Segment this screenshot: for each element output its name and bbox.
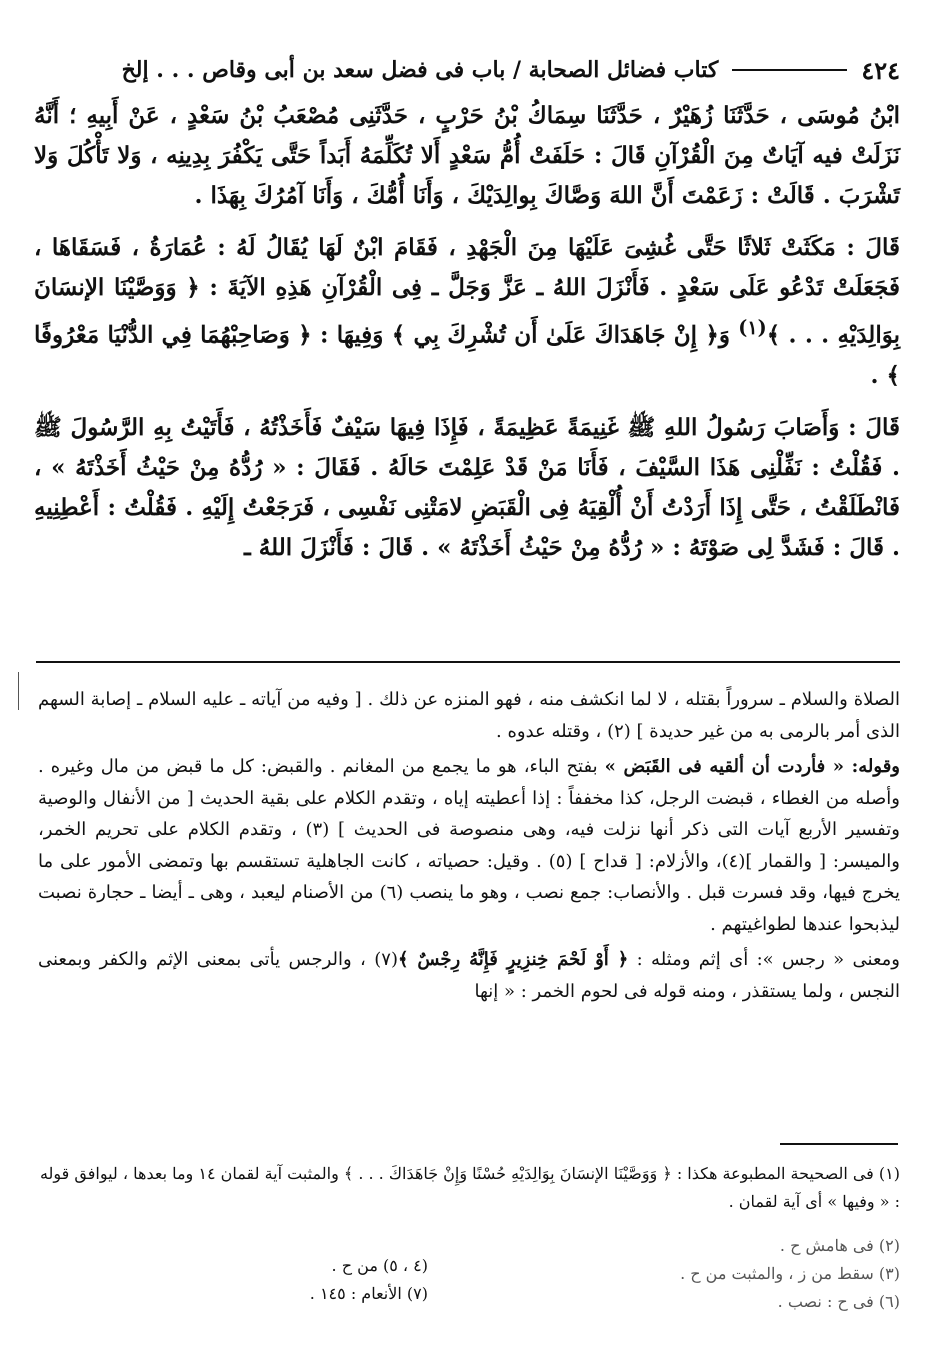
footnote-rule xyxy=(780,1143,898,1145)
footnote-1-text-b: والمثبت آية لقمان ١٤ وما بعدها ، ليوافق قوله : « وفيها » أى آية لقمان . xyxy=(39,1164,900,1211)
footnote-1-text: (١) فى الصحيحة المطبوعة هكذا : xyxy=(671,1164,900,1183)
page-number: ٤٢٤ xyxy=(861,55,900,85)
commentary-paragraph-2 xyxy=(38,751,900,940)
hadith-paragraph-1: ابْنُ مُوسَى ، حَدَّثَنَا زُهَيْرٌ ، حَدَّثَنَا سِمَاكُ بْنُ حَرْبٍ ، حَدَّثَنِى مُصْعَبُ بْنُ سَعْدٍ ، عَنْ أَبِيهِ ؛ أَنَّهُ نَزَلَتْ فيه آيَاتٌ مِنَ الْقُرْآنِ قَالَ : حَلَفَتْ أُمُّ سَعْدٍ أَلا تُكَلِّمَهُ أَبَداً حَتَّى يَكْفُرَ بِدِينِه ، وَلا تَأْكُلَ وَلا تَشْرَبَ . قَالَتْ : زَعَمْتَ أَنَّ اللهَ وَصَّاكَ بِوالِدَيْكَ ، وَأَنَا أُمُّكَ ، وَأَنَا آمُرُكَ بِهَذَا . xyxy=(34,102,900,209)
footnotes-left-column xyxy=(258,1252,428,1308)
footnote-3: (٣) سقط من ز ، والمثبت من ح . xyxy=(680,1264,900,1283)
hadith-paragraph-2 xyxy=(34,228,900,396)
footnotes-right-column xyxy=(600,1232,900,1316)
commentary-paragraph-3 xyxy=(38,944,900,1007)
commentary-paragraph-3-text-b: (٧) ، والرجس يأتى بمعنى الإثم والكفر وبمعنى النجس ، ولما يستقذر ، ومنه قوله فى لحوم الخمر : « إنها xyxy=(38,949,900,1002)
hadith-paragraph-3: قَالَ : وَأَصَابَ رَسُولُ اللهِ ﷺ غَنِيمَةً عَظِيمَةً ، فَإِذَا فِيهَا سَيْفٌ فَأَخَذْتُهُ ، فَأَتَيْتُ بِهِ الرَّسُولَ ﷺ . فَقُلْتُ : نَفِّلْنِى هَذَا السَّيْفَ ، فَأَنَا مَنْ قَدْ عَلِمْتَ حَالَهُ . فَقَالَ : « رُدُّهُ مِنْ حَيْثُ أَخَذْتَهُ » ، فَانْطَلَقْتُ ، حَتَّى إِذَا أَرَدْتُ أَنْ أُلْقِيَهُ فِى الْقَبَضِ لامَتْنِى نَفْسِى ، فَرَجَعْتُ إِلَيْهِ . فَقُلْتُ : أَعْطِنِيهِ . قَالَ : فَشَدَّ لِى صَوْتَهُ : « رُدُّهُ مِنْ حَيْثُ أَخَذْتَهُ » . قَالَ : فَأَنْزَلَ اللهُ ـ xyxy=(34,413,900,561)
commentary-paragraph-1: الصلاة والسلام ـ سروراً بقتله ، لا لما انكشف منه ، فهو المنزه عن ذلك . [ وفيه من آياته ـ عليه السلام ـ إصابة السهم الذى أمر بالرمى به من غير حديدة ] (٢) ، وقتله عدوه . xyxy=(38,689,900,742)
quran-verse-1: ﴿ وَوَصَّيْنَا الإنسَانَ بِوَالِدَيْهِ . . . ﴾ xyxy=(34,274,900,349)
footnotes-columns xyxy=(38,1232,900,1322)
footnote-1-verse: ﴿ وَوَصَّيْنَا الإنسَانَ بِوَالِدَيْهِ حُسْنًا وَإِنْ جَاهَدَاكَ . . . ﴾ xyxy=(343,1164,672,1183)
footnote-1 xyxy=(38,1160,900,1216)
commentary-keyword: وقوله: « فأردت أن ألقيه فى القَبَض » xyxy=(604,756,900,777)
hadith-paragraph-2-text-b: وَفِيهَا : xyxy=(311,321,392,349)
commentary-paragraph-3-text: ومعنى « رجس »: أى إثم ومثله : xyxy=(628,949,901,970)
margin-mark xyxy=(18,672,19,710)
commentary-paragraph-2-text: بفتح الباء، هو ما يجمع من المغانم . والقبض: كل ما قبض من مال وغيره . وأصله من الغطاء ، قبضت الرجل، كذا مخففاً : إذا أعطيته إياه ، وتقدم الكلام على بقية الحديث [ من الأنفال والوصية وتفسير الأربع آيات التى ذكر أنها نزلت فيه، وهى منصوصة فى الحديث ] (٣) ، وتقدم الكلام على تحريم الخمر، والميسر: [ والقمار ](٤)، والأزلام: [ قداح ] (٥) . وقيل: حصياته ، كانت الجاهلية تستقسم بها وتمضى الأمور على ما يخرج فيها، وقد فسرت قبل . والأنصاب: جمع نصب ، وهو ما ينصب (٦) من الأصنام ليعبد ، وهى ـ أيضا ـ حجارة نصبت ليذبحوا عندها لطواغيتهم . xyxy=(38,756,901,935)
footnote-ref-1: (١) xyxy=(738,316,767,339)
footnote-2: (٢) فى هامش ح . xyxy=(779,1236,900,1255)
footnote-7: (٧) الأنعام : ١٤٥ . xyxy=(309,1284,428,1303)
commentary-text xyxy=(38,684,900,1007)
quran-verse-3: ﴿ وَصَاحِبْهُمَا فِي الدُّنْيَا مَعْرُوفًا ﴾ xyxy=(34,321,900,389)
paragraph-end: . xyxy=(870,361,887,389)
footnote-4-5: (٤ ، ٥) من ح . xyxy=(331,1256,428,1275)
footnotes xyxy=(38,1160,900,1216)
header-title: كتاب فضائل الصحابة / باب فى فضل سعد بن أبى وقاص . . . إلخ xyxy=(121,57,719,83)
hadith-text xyxy=(34,96,900,568)
hadith-paragraph-2-text: قَالَ : مَكَثَتْ ثَلاثًا حَتَّى غُشِىَ عَلَيْهَا مِنَ الْجَهْدِ ، فَقَامَ ابْنٌ لَهَا يُقَالُ لَهُ : عُمَارَةُ ، فَسَقَاهَا ، فَجَعَلَتْ تَدْعُو عَلَى سَعْدٍ . فَأَنْزَلَ اللهُ ـ عَزَّ وَجَلَّ ـ فِى الْقُرْآنِ هَذِهِ الآيَةَ : xyxy=(34,234,901,301)
running-header xyxy=(32,52,900,88)
text-divider xyxy=(36,661,900,663)
conjunction-text: وَ xyxy=(718,321,739,349)
footnote-6: (٦) فى ح : نصب . xyxy=(777,1292,900,1311)
quran-verse-commentary: ﴿ أَوْ لَحْمَ خِنزِيرٍ فَإِنَّهُ رِجْسٌ ﴾ xyxy=(397,949,629,970)
header-rule xyxy=(732,69,847,71)
quran-verse-2: ﴿ إِنْ جَاهَدَاكَ عَلَىٰ أَن تُشْرِكَ بِي ﴾ xyxy=(391,321,719,349)
